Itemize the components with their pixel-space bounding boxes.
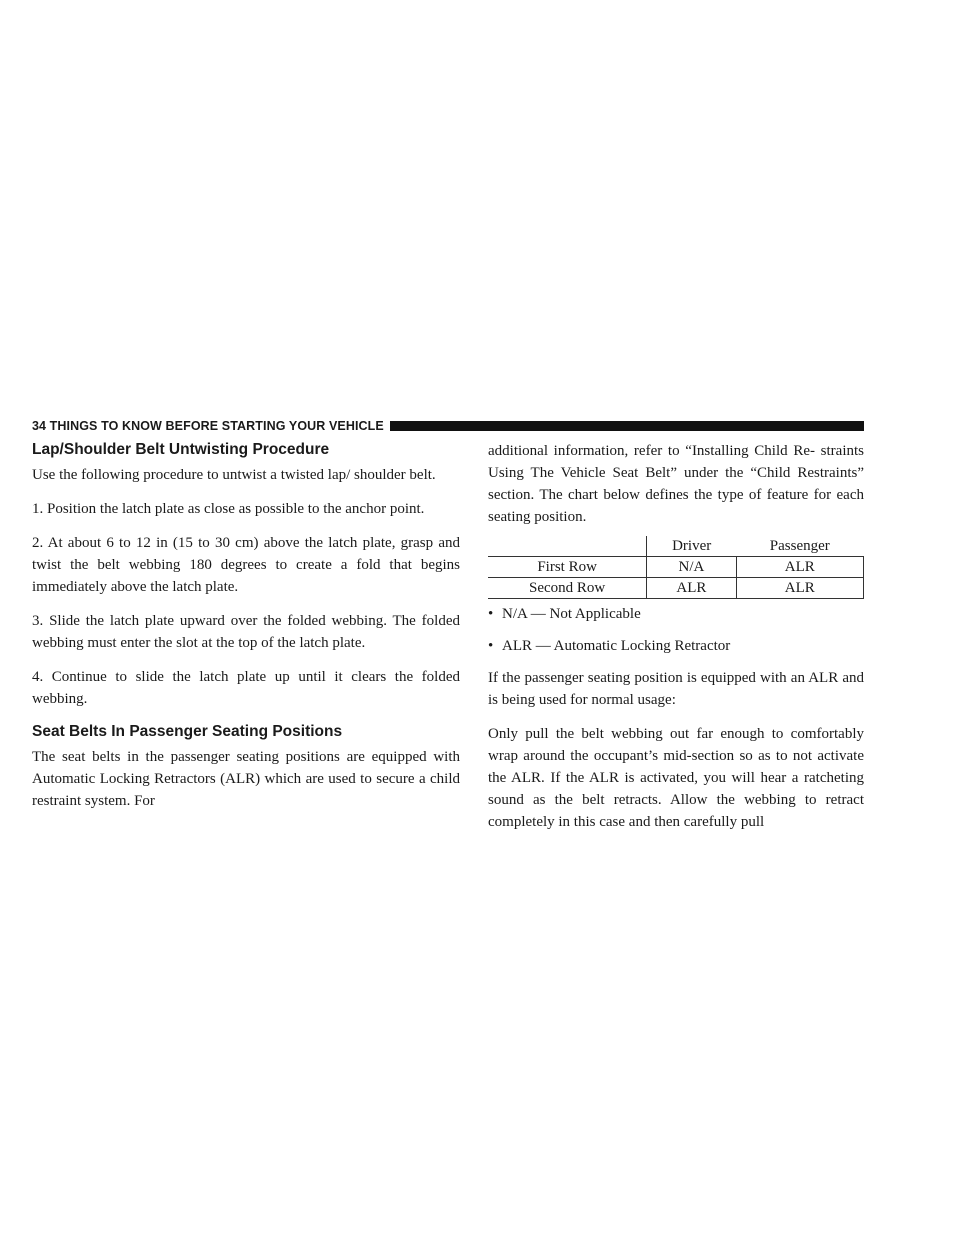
seating-feature-table <box>488 536 864 599</box>
legend-na: N/A — Not Applicable <box>502 606 641 622</box>
legend-list <box>488 603 864 657</box>
table-row <box>488 578 864 599</box>
list-item <box>488 635 864 657</box>
left-column <box>32 440 460 824</box>
table-row <box>488 557 864 578</box>
table-corner-cell <box>488 536 647 557</box>
cell-first-row-passenger: ALR <box>736 557 863 578</box>
cell-second-row-passenger: ALR <box>736 578 863 599</box>
intro-paragraph: Use the following procedure to untwist a twisted lap/ shoulder belt. <box>32 467 436 483</box>
normal-usage-paragraph: If the passenger seating position is equipped with an ALR and is being used for normal usage: <box>488 670 864 708</box>
section-heading-untwisting: Lap/Shoulder Belt Untwisting Procedure <box>32 441 330 458</box>
step-2: 2. At about 6 to 12 in (15 to 30 cm) above the latch plate, grasp and twist the belt webbing 180 degrees to create a fold that begins immediately above the latch plate. <box>32 535 460 595</box>
row-label-second-row: Second Row <box>488 578 647 599</box>
cell-first-row-driver: N/A <box>647 557 736 578</box>
row-label-first-row: First Row <box>488 557 647 578</box>
header-rule <box>390 421 864 431</box>
bullet-icon: • <box>488 638 494 654</box>
table-header-row <box>488 536 864 557</box>
passenger-paragraph: The seat belts in the passenger seating positions are equipped with Automatic Locking Retractors (ALR) which are used to secure a child restraint system. For <box>32 749 460 809</box>
continuation-paragraph: additional information, refer to “Installing Child Re- straints Using The Vehicle Seat Belt” under the “Child Restraints” section. The chart below defines the type of feature for each seating position. <box>488 443 864 525</box>
column-header-driver: Driver <box>647 536 736 557</box>
page-header <box>32 418 864 434</box>
list-item <box>488 603 864 625</box>
bullet-icon: • <box>488 606 494 622</box>
section-heading-passenger-seating: Seat Belts In Passenger Seating Positions <box>32 723 343 740</box>
right-column <box>488 440 864 845</box>
webbing-paragraph: Only pull the belt webbing out far enough to comfortably wrap around the occupant’s mid-section so as to not activate the ALR. If the ALR is activated, you will hear a ratcheting sound as the belt retracts. Allow the webbing to retract completely in this case and then carefully pull <box>488 726 864 830</box>
page-header-label: 34 THINGS TO KNOW BEFORE STARTING YOUR VEHICLE <box>32 419 384 433</box>
step-3: 3. Slide the latch plate upward over the folded webbing. The folded webbing must enter the slot at the top of the latch plate. <box>32 613 460 651</box>
step-1: 1. Position the latch plate as close as possible to the anchor point. <box>32 501 425 517</box>
legend-alr: ALR — Automatic Locking Retractor <box>502 638 731 654</box>
column-header-passenger: Passenger <box>736 536 863 557</box>
step-4: 4. Continue to slide the latch plate up until it clears the folded webbing. <box>32 669 460 707</box>
cell-second-row-driver: ALR <box>647 578 736 599</box>
